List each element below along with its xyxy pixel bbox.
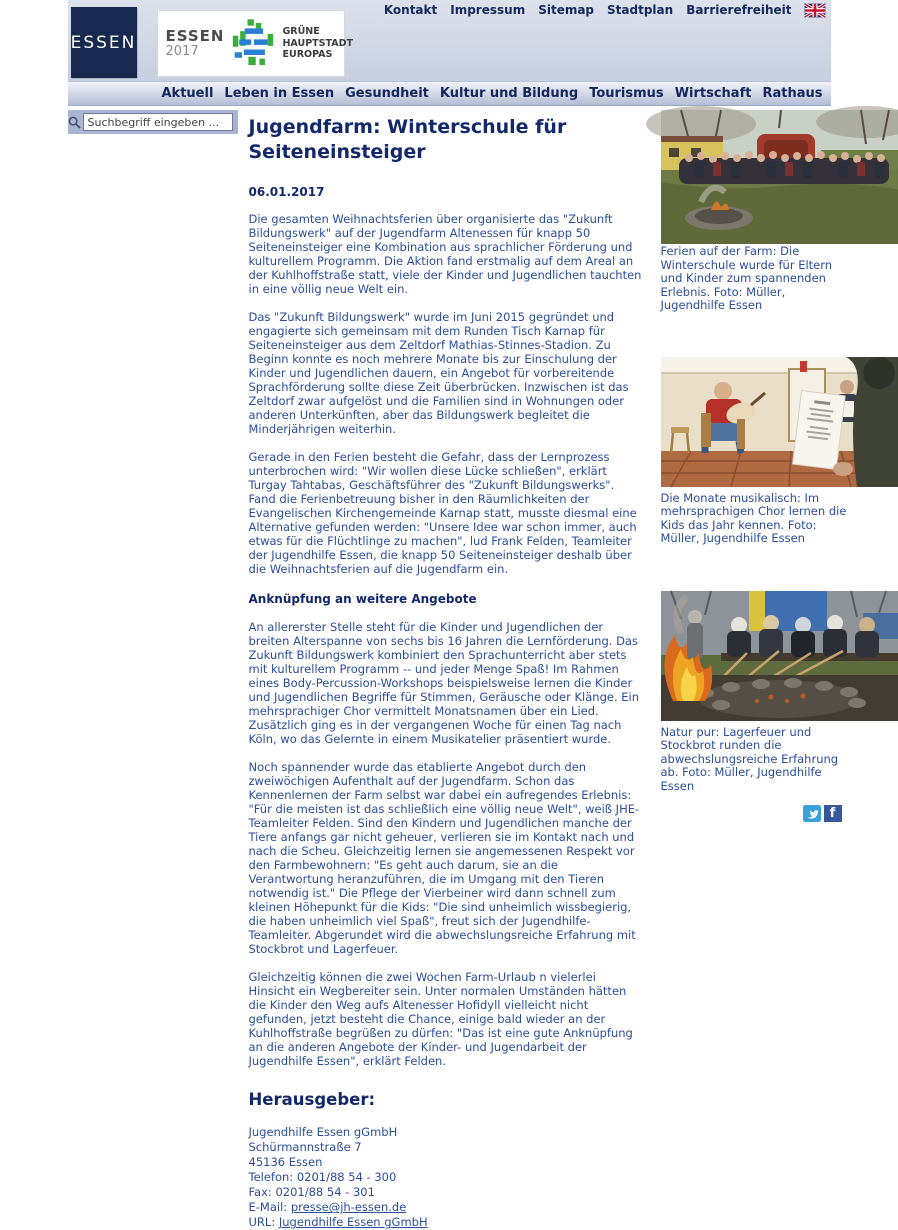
photo-choir-music-image: [661, 357, 898, 487]
publisher-url-row: [249, 1215, 642, 1230]
nav-item-aktuell[interactable]: Aktuell: [162, 86, 214, 101]
green-capital-pixel-icon: [231, 19, 275, 69]
claim-line-1: GRÜNE HAUPTSTADT: [282, 26, 352, 50]
url-label: URL:: [249, 1215, 279, 1229]
article-paragraph: Das "Zukunft Bildungswerk" wurde im Juni 2015 gegründet und engagierte sich gemeinsam mit dem Runden Tisch Karnap für Seiteneinsteiger aus dem Zeltdorf Mathias-Stinnes-Stadion. Zu Beginn konnte es noch mehrere Monate bis zur Einschulung der Kinder und Jugendlichen dauern, ein Angebot für vorbereitende Sprachförderung sollte diese Zeit überbrücken. Inzwischen ist das Zeltdorf zwar aufgelöst und die Familien sind in Wohnungen oder anderen Unterkünften, aber das Bildungswerk begleitet die Minderjährigen weiterhin.: [249, 310, 642, 436]
publisher-address: [249, 1125, 642, 1230]
publisher-city: 45136 Essen: [249, 1155, 642, 1170]
gruene-hauptstadt-citylabel: [166, 28, 225, 59]
meta-link-stadtplan[interactable]: Stadtplan: [607, 3, 673, 17]
photo-farm-group-image: [661, 110, 898, 240]
article-subheading: Anknüpfung an weitere Angebote: [249, 592, 642, 606]
article: [249, 115, 642, 1230]
meta-navigation: [384, 3, 825, 17]
nav-item-tourismus[interactable]: Tourismus: [589, 86, 663, 101]
claim-line-2: EUROPAS: [282, 49, 352, 61]
uk-flag-icon[interactable]: [805, 4, 825, 17]
meta-link-impressum[interactable]: Impressum: [450, 3, 525, 17]
nav-item-kultur-und-bildung[interactable]: Kultur und Bildung: [440, 86, 578, 101]
nav-item-gesundheit[interactable]: Gesundheit: [345, 86, 429, 101]
email-link[interactable]: presse@jh-essen.de: [291, 1200, 407, 1214]
search-widget: [68, 110, 238, 134]
article-paragraph: Die gesamten Weihnachtsferien über organisierte das "Zukunft Bildungswerk" auf der Jugendfarm Altenessen für knapp 50 Seiteneinsteiger eine Kombination aus sprachlicher Förderung und kulturellem Programm. Die Aktion fand erstmalig auf dem Areal an der Kuhlhoffstraße statt, viele der Kinder und Jugendlichen tauchten in eine völlig neue Welt ein.: [249, 212, 642, 296]
publisher-email-row: [249, 1200, 642, 1215]
gruene-hauptstadt-claim: [282, 26, 352, 62]
page-title: Jugendfarm: Winterschule für Seiteneinsteiger: [249, 115, 642, 164]
publisher-fax: Fax: 0201/88 54 - 301: [249, 1185, 642, 1200]
publisher-street: Schürmannstraße 7: [249, 1140, 642, 1155]
article-paragraph: Noch spannender wurde das etablierte Angebot durch den zweiwöchigen Aufenthalt auf der Jugendfarm. Schon das Kennenlernen der Farm selbst war dabei ein aufregendes Erlebnis: "Für die meisten ist das schließlich eine völlig neue Welt", weiß JHE-Teamleiter Felden. Sind den Kindern und Jugendlichen manche der Tiere anfangs gar nicht geheuer, verlieren sie im Kontakt nach und nach die Scheu. Gleichzeitig lernen sie angemessenen Respekt vor den Farmbewohnern: "Es geht auch darum, sie an die Verantwortung heranzuführen, die im Umgang mit den Tieren notwendig ist." Die Pflege der Vierbeiner wird dann schnell zum kleinen Höhepunkt für die Kids: "Die sind unheimlich wissbegierig, die haben unheimlich viel Spaß", freut sich der Jugendhilfe-Teamleiter. Abgerundet wird die abwechslungsreiche Erfahrung mit Stockbrot und Lagerfeuer.: [249, 760, 642, 956]
meta-link-kontakt[interactable]: Kontakt: [384, 3, 437, 17]
page: [68, 0, 831, 1080]
facebook-icon[interactable]: f: [824, 805, 842, 822]
article-paragraph: Gleichzeitig können die zwei Wochen Farm-Urlaub n vielerlei Hinsicht ein Wegbereiter sein. Unter normalen Umständen hätten die Kinder den Weg aufs Altenesser Hofidyll vielleicht nicht gefunden, jetzt besteht die Chance, einige bald wieder an der Kuhlhoffstraße begrüßen zu dürfen: "Das ist eine gute Anknüpfung an die anderen Angebote der Kinder- und Jugendarbeit der Jugendhilfe Essen", erklärt Felden.: [249, 970, 642, 1068]
nav-item-rathaus[interactable]: Rathaus: [762, 86, 822, 101]
gruene-hauptstadt-logo[interactable]: [157, 10, 345, 77]
essen-home-logo[interactable]: [71, 7, 137, 78]
meta-link-sitemap[interactable]: Sitemap: [538, 3, 594, 17]
url-link[interactable]: Jugendhilfe Essen gGmbH: [279, 1215, 428, 1229]
image-caption: Ferien auf der Farm: Die Winterschule wurde für Eltern und Kinder zum spannenden Erlebnis. Foto: Müller, Jugendhilfe Essen: [661, 245, 851, 313]
main-navigation: [68, 81, 831, 106]
search-input[interactable]: [83, 113, 233, 131]
publisher-name: Jugendhilfe Essen gGmbH: [249, 1125, 642, 1140]
nav-item-wirtschaft[interactable]: Wirtschaft: [675, 86, 752, 101]
search-icon: [68, 116, 81, 129]
social-share-bar: [661, 805, 898, 825]
article-paragraph: Gerade in den Ferien besteht die Gefahr, dass der Lernprozess unterbrochen wird: "Wir wollen diese Lücke schließen", erklärt Turgay Tahtabas, Geschäftsführer des "Zukunft Bildungswerks". Fand die Ferienbetreuung bisher in den Räumlichkeiten der Evangelischen Kirchengemeinde Karnap statt, musste diesmal eine Alternative gefunden werden: "Unsere Idee war schon immer, auch etwas für die Flüchtlinge zu machen", lud Frank Felden, Teamleiter der Jugendhilfe Essen, die knapp 50 Seiteneinsteiger deshalb über die Weihnachtsferien auf die Jugendfarm ein.: [249, 450, 642, 576]
photo-campfire-image: [661, 591, 898, 721]
publisher-phone: Telefon: 0201/88 54 - 300: [249, 1170, 642, 1185]
article-date: 06.01.2017: [249, 185, 642, 199]
image-caption: Die Monate musikalisch: Im mehrsprachigen Chor lernen die Kids das Jahr kennen. Foto: Müller, Jugendhilfe Essen: [661, 492, 851, 546]
image-sidebar: [661, 110, 898, 825]
publisher-heading: Herausgeber:: [249, 1090, 642, 1109]
image-caption: Natur pur: Lagerfeuer und Stockbrot runden die abwechslungsreiche Erfahrung ab. Foto: Müller, Jugendhilfe Essen: [661, 726, 851, 794]
essen-logo-text: ESSEN: [71, 33, 137, 53]
article-paragraph: An allererster Stelle steht für die Kinder und Jugendlichen der breiten Alterspanne von sechs bis 16 Jahren die Lernförderung. Das Zukunft Bildungswerk kombiniert den Sprachunterricht aber stets mit kulturellem Programm -- und jeder Menge Spaß! Im Rahmen eines Body-Percussion-Workshops beispielsweise lernen die Kinder und Jugendlichen Begriffe für Stimmen, Geräusche oder Klänge. Ein mehrsprachiger Chor vermittelt Monatsnamen über ein Lied. Zusätzlich ging es in der vergangenen Woche für einen Tag nach Köln, wo das Gelernte in einem Musikatelier präsentiert wurde.: [249, 620, 642, 746]
logo-year: 2017: [166, 45, 225, 59]
logo-city: ESSEN: [166, 28, 225, 45]
meta-link-barrierefreiheit[interactable]: Barrierefreiheit: [686, 3, 791, 17]
email-label: E-Mail:: [249, 1200, 291, 1214]
nav-item-leben-in-essen[interactable]: Leben in Essen: [224, 86, 334, 101]
twitter-icon[interactable]: [803, 805, 821, 822]
site-header: [68, 0, 831, 81]
